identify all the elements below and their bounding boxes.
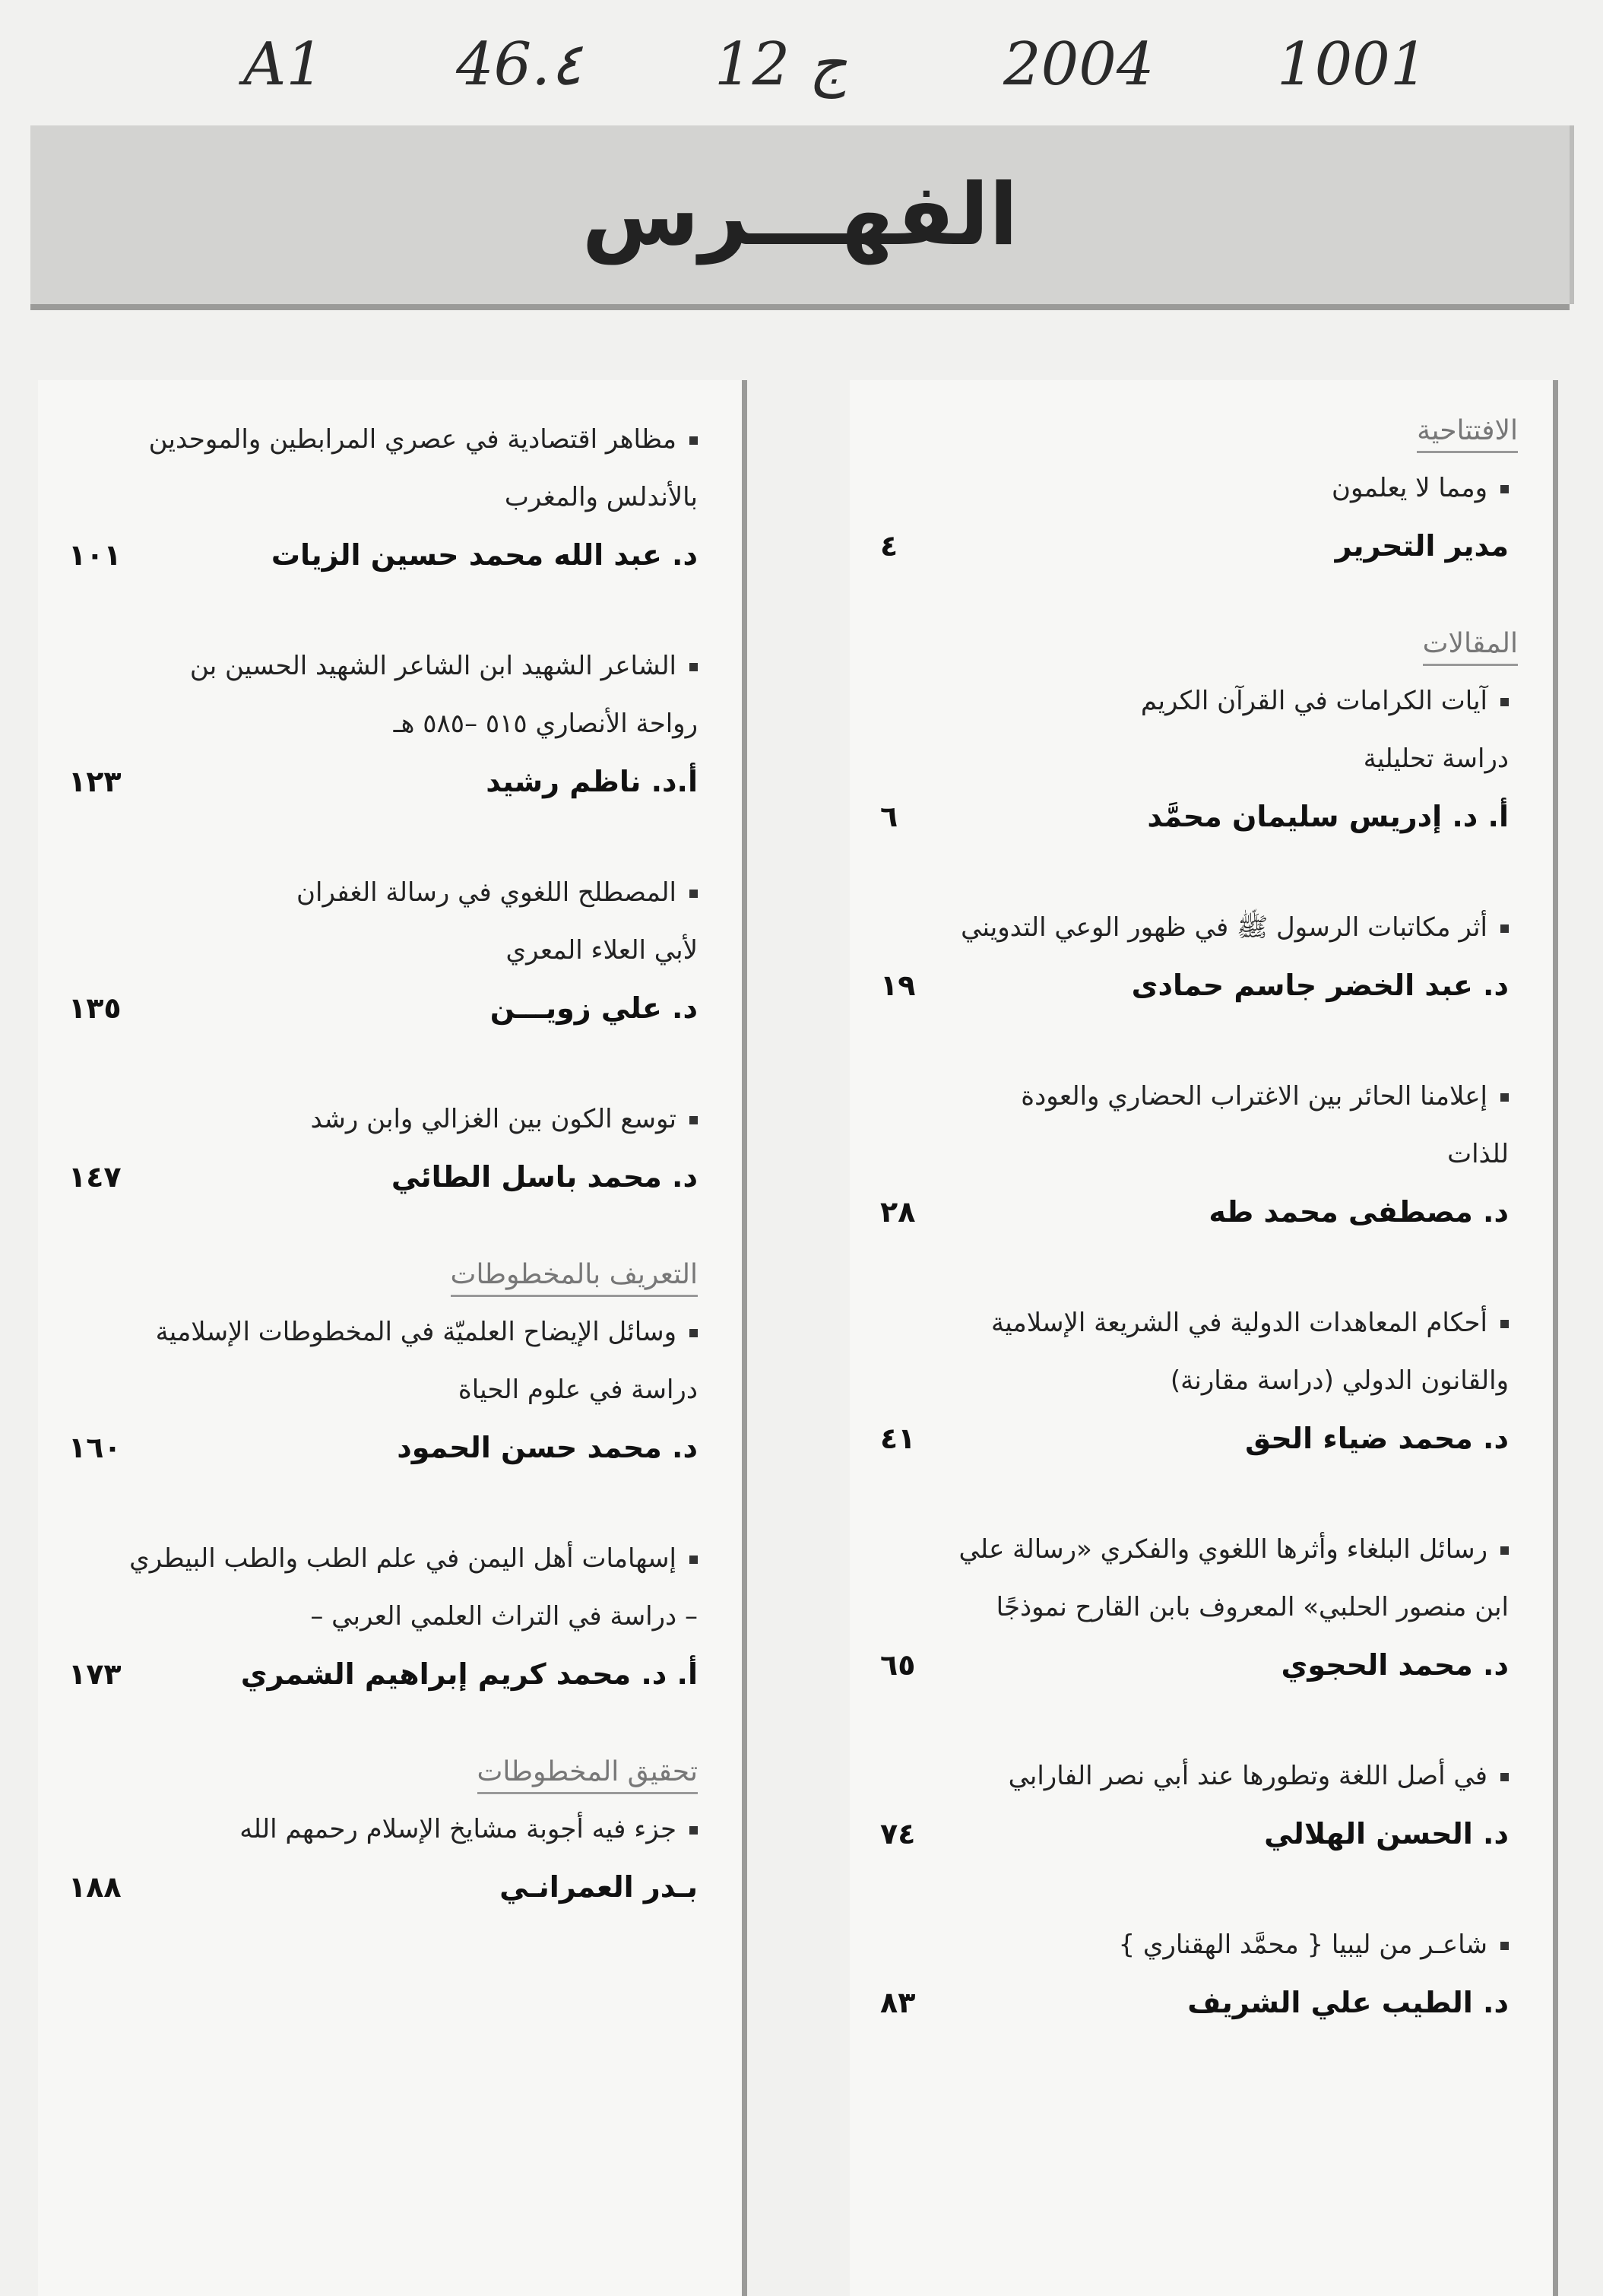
entry-page-number: ٢٨ (880, 1195, 916, 1229)
entry-author: د. محمد الحجوي (1281, 1648, 1509, 1682)
handwritten-note-part: 1001 (1277, 30, 1428, 99)
entry-page-number: ٤ (880, 529, 898, 563)
entry-page-number: ٦٥ (880, 1648, 916, 1682)
entry-author-row (68, 526, 698, 584)
entry-author-row (880, 1410, 1509, 1467)
entry-title: آيات الكرامات في القرآن الكريم (880, 672, 1509, 730)
section-heading (68, 1756, 698, 1794)
section-heading-label: تحقيق المخطوطات (477, 1756, 698, 1794)
right-column (850, 380, 1558, 2296)
entry-subtitle: بالأندلس والمغرب (504, 482, 698, 512)
handwritten-note-part: 46.٤ (456, 30, 582, 99)
entry-author: د. محمد باسل الطائي (391, 1160, 698, 1194)
entry-page-number: ٧٤ (880, 1817, 916, 1850)
section-heading-label: الافتتاحية (1417, 415, 1518, 453)
entry-title: مظاهر اقتصادية في عصري المرابطين والموحدين (68, 411, 698, 468)
toc-entry[interactable] (68, 864, 698, 1037)
entry-author-row (880, 956, 1509, 1014)
entry-author: د. الحسن الهلالي (1264, 1817, 1509, 1850)
entry-subtitle: دراسة في علوم الحياة (458, 1375, 698, 1405)
entry-author: د. عبد الله محمد حسين الزيات (271, 538, 698, 572)
entry-title: إعلامنا الحائر بين الاغتراب الحضاري والعودة (880, 1067, 1509, 1125)
entry-page-number: ٨٣ (880, 1986, 916, 2019)
entry-author: مدير التحرير (1335, 529, 1509, 563)
entry-title: توسع الكون بين الغزالي وابن رشد (68, 1090, 698, 1148)
toc-entry[interactable] (880, 459, 1509, 575)
entry-author-row (880, 788, 1509, 845)
toc-entry[interactable] (880, 1521, 1509, 1694)
entry-author: د. علي زويـــن (489, 991, 698, 1025)
toc-entry[interactable] (68, 1090, 698, 1206)
toc-entry[interactable] (68, 1530, 698, 1703)
entry-page-number: ١٢٣ (68, 765, 122, 798)
left-column (38, 380, 747, 2296)
entry-title: إسهامات أهل اليمن في علم الطب والطب البيطري (68, 1530, 698, 1587)
entry-title: شاعـر من ليبيا { محمَّد الهقناري } (880, 1916, 1509, 1974)
handwritten-note-part: 12 ج (714, 30, 847, 99)
entry-author-row (880, 1183, 1509, 1241)
toc-entry[interactable] (880, 1747, 1509, 1863)
entry-page-number: ١٧٣ (68, 1657, 122, 1691)
entry-title: جزء فيه أجوبة مشايخ الإسلام رحمهم الله (68, 1800, 698, 1858)
entry-page-number: ١٨٨ (68, 1870, 122, 1904)
toc-entry[interactable] (880, 1294, 1509, 1467)
entry-subtitle: للذات (1447, 1139, 1509, 1169)
entry-title: المصطلح اللغوي في رسالة الغفران (68, 864, 698, 921)
entry-page-number: ٦ (880, 800, 898, 833)
section-heading (880, 415, 1518, 453)
entry-subtitle: رواحة الأنصاري ٥١٥ –٥٨٥ هـ (393, 709, 698, 739)
section-heading (68, 1259, 698, 1297)
entry-page-number: ١٦٠ (68, 1431, 122, 1464)
entry-title: الشاعر الشهيد ابن الشاعر الشهيد الحسين بن (68, 637, 698, 695)
entry-subtitle: دراسة تحليلية (1363, 744, 1509, 774)
toc-entry[interactable] (68, 1800, 698, 1916)
handwritten-note-part: A1 (243, 30, 324, 99)
title-banner (30, 125, 1570, 304)
entry-page-number: ١٩ (880, 969, 916, 1002)
entry-author-row (68, 1858, 698, 1916)
section-heading-label: المقالات (1423, 628, 1518, 666)
handwritten-note-part: 2004 (1003, 30, 1155, 99)
entry-subtitle: – دراسة في التراث العلمي العربي – (310, 1601, 698, 1632)
entry-page-number: ١٣٥ (68, 991, 122, 1025)
page-title: الفهـــرس (581, 165, 1019, 265)
entry-author: د. محمد حسن الحمود (397, 1431, 698, 1464)
entry-author-row (68, 1645, 698, 1703)
entry-author-row (68, 979, 698, 1037)
entry-subtitle: لأبي العلاء المعري (505, 935, 698, 966)
entry-page-number: ٤١ (880, 1422, 916, 1455)
entry-author: أ. د. محمد كريم إبراهيم الشمري (240, 1657, 698, 1691)
entry-title: رسائل البلغاء وأثرها اللغوي والفكري «رسالة علي (880, 1521, 1509, 1578)
toc-entry[interactable] (880, 1916, 1509, 2031)
entry-author-row (68, 753, 698, 810)
entry-subtitle: والقانون الدولي (دراسة مقارنة) (1170, 1365, 1509, 1396)
toc-entry[interactable] (880, 1067, 1509, 1241)
toc-entry[interactable] (68, 411, 698, 584)
toc-entry[interactable] (68, 1303, 698, 1476)
entry-author-row (880, 517, 1509, 575)
entry-author: د. الطيب علي الشريف (1187, 1986, 1509, 2019)
entry-author: أ.د. ناظم رشيد (486, 765, 698, 798)
entry-author: د. مصطفى محمد طه (1209, 1195, 1509, 1229)
handwritten-note (243, 30, 1459, 114)
entry-title: أحكام المعاهدات الدولية في الشريعة الإسلامية (880, 1294, 1509, 1352)
entry-author: د. عبد الخضر جاسم حمادى (1131, 969, 1509, 1002)
entry-page-number: ١٠١ (68, 538, 122, 572)
entry-author-row (880, 1805, 1509, 1863)
section-heading-label: التعريف بالمخطوطات (451, 1259, 698, 1297)
entry-author-row (880, 1974, 1509, 2031)
entry-title: أثر مكاتبات الرسول ﷺ في ظهور الوعي التدويني (880, 899, 1509, 956)
entry-author-row (880, 1636, 1509, 1694)
entry-author: بـدر العمرانـي (499, 1870, 698, 1904)
section-heading (880, 628, 1518, 666)
entry-title: في أصل اللغة وتطورها عند أبي نصر الفارابي (880, 1747, 1509, 1805)
entry-author: د. محمد ضياء الحق (1245, 1422, 1509, 1455)
entry-author-row (68, 1148, 698, 1206)
entry-title: وسائل الإيضاح العلميّة في المخطوطات الإسلامية (68, 1303, 698, 1361)
toc-entry[interactable] (68, 637, 698, 810)
toc-entry[interactable] (880, 672, 1509, 845)
entry-author-row (68, 1419, 698, 1476)
entry-page-number: ١٤٧ (68, 1160, 122, 1194)
toc-entry[interactable] (880, 899, 1509, 1014)
entry-author: أ. د. إدريس سليمان محمَّد (1147, 800, 1509, 833)
entry-subtitle: ابن منصور الحلبي» المعروف بابن القارح نموذجًا (996, 1592, 1509, 1622)
entry-title: ومما لا يعلمون (880, 459, 1509, 517)
